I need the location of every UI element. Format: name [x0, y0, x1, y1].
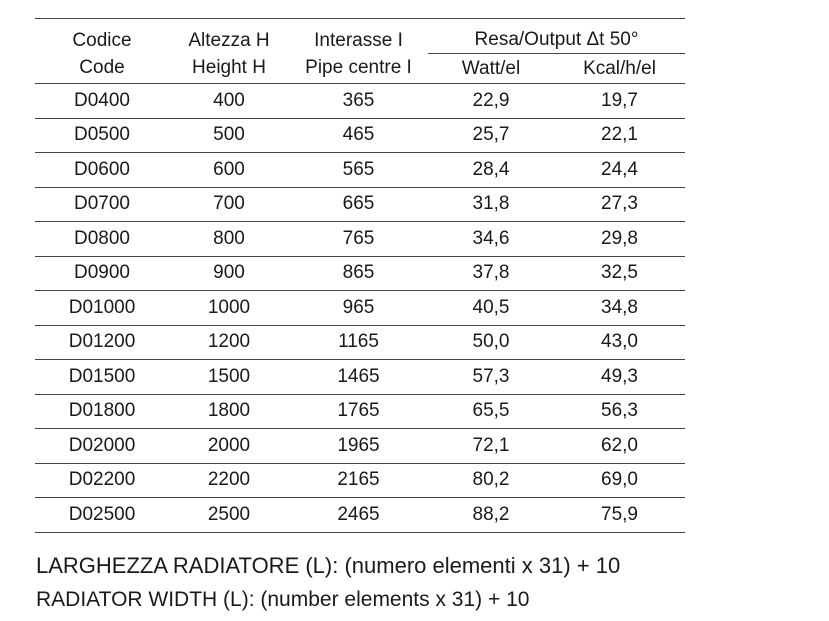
header-kcal: Kcal/h/el	[554, 54, 685, 84]
cell-code: D0800	[35, 222, 169, 257]
header-watt: Watt/el	[428, 54, 554, 84]
cell-watt: 34,6	[428, 222, 554, 257]
cell-pipe-centre: 965	[289, 291, 428, 326]
cell-code: D0900	[35, 256, 169, 291]
cell-kcal: 43,0	[554, 325, 685, 360]
cell-kcal: 32,5	[554, 256, 685, 291]
cell-watt: 31,8	[428, 187, 554, 222]
cell-height: 400	[169, 84, 289, 119]
table-row	[35, 187, 685, 222]
table-body	[35, 84, 685, 533]
cell-watt: 28,4	[428, 153, 554, 188]
table-row	[35, 291, 685, 326]
cell-pipe-centre: 1965	[289, 429, 428, 464]
cell-watt: 50,0	[428, 325, 554, 360]
header-output-group: Resa/Output Δt 50°	[428, 19, 685, 54]
table-row	[35, 429, 685, 464]
header-pipe-it: Interasse I	[289, 19, 428, 54]
table-row	[35, 463, 685, 498]
cell-watt: 72,1	[428, 429, 554, 464]
cell-watt: 65,5	[428, 394, 554, 429]
table-row	[35, 325, 685, 360]
table-row	[35, 84, 685, 119]
cell-pipe-centre: 2465	[289, 498, 428, 533]
cell-height: 1000	[169, 291, 289, 326]
cell-height: 1500	[169, 360, 289, 395]
width-formula-italian: LARGHEZZA RADIATORE (L): (numero elementi x 31) + 10	[36, 553, 621, 578]
cell-code: D0600	[35, 153, 169, 188]
cell-height: 2200	[169, 463, 289, 498]
cell-pipe-centre: 1465	[289, 360, 428, 395]
cell-code: D01500	[35, 360, 169, 395]
cell-pipe-centre: 665	[289, 187, 428, 222]
cell-watt: 25,7	[428, 118, 554, 153]
header-height-it: Altezza H	[169, 19, 289, 54]
cell-kcal: 22,1	[554, 118, 685, 153]
cell-pipe-centre: 865	[289, 256, 428, 291]
table-row	[35, 394, 685, 429]
cell-pipe-centre: 1765	[289, 394, 428, 429]
cell-watt: 22,9	[428, 84, 554, 119]
cell-code: D0500	[35, 118, 169, 153]
cell-height: 900	[169, 256, 289, 291]
header-pipe-en: Pipe centre I	[289, 54, 428, 84]
cell-watt: 80,2	[428, 463, 554, 498]
cell-height: 1200	[169, 325, 289, 360]
cell-height: 500	[169, 118, 289, 153]
cell-pipe-centre: 365	[289, 84, 428, 119]
cell-height: 800	[169, 222, 289, 257]
cell-watt: 57,3	[428, 360, 554, 395]
cell-kcal: 69,0	[554, 463, 685, 498]
cell-code: D01200	[35, 325, 169, 360]
cell-code: D02500	[35, 498, 169, 533]
cell-kcal: 75,9	[554, 498, 685, 533]
cell-height: 1800	[169, 394, 289, 429]
width-formula-english: RADIATOR WIDTH (L): (number elements x 31) + 10	[36, 588, 530, 611]
cell-watt: 37,8	[428, 256, 554, 291]
cell-height: 700	[169, 187, 289, 222]
table-row	[35, 222, 685, 257]
cell-kcal: 19,7	[554, 84, 685, 119]
cell-kcal: 27,3	[554, 187, 685, 222]
radiator-spec-table	[35, 18, 685, 533]
table-row	[35, 498, 685, 533]
header-code-en: Code	[35, 54, 169, 84]
cell-height: 600	[169, 153, 289, 188]
cell-kcal: 56,3	[554, 394, 685, 429]
cell-code: D0700	[35, 187, 169, 222]
cell-pipe-centre: 1165	[289, 325, 428, 360]
cell-pipe-centre: 565	[289, 153, 428, 188]
table-row	[35, 360, 685, 395]
table-row	[35, 118, 685, 153]
radiator-spec-table-container	[35, 18, 685, 533]
table-header	[35, 19, 685, 84]
cell-kcal: 62,0	[554, 429, 685, 464]
cell-kcal: 29,8	[554, 222, 685, 257]
cell-watt: 88,2	[428, 498, 554, 533]
header-row-italian	[35, 19, 685, 54]
cell-height: 2000	[169, 429, 289, 464]
cell-watt: 40,5	[428, 291, 554, 326]
cell-code: D01000	[35, 291, 169, 326]
header-code-it: Codice	[35, 19, 169, 54]
table-row	[35, 256, 685, 291]
header-row-english	[35, 54, 685, 84]
cell-kcal: 49,3	[554, 360, 685, 395]
cell-pipe-centre: 465	[289, 118, 428, 153]
header-height-en: Height H	[169, 54, 289, 84]
cell-code: D02000	[35, 429, 169, 464]
table-row	[35, 153, 685, 188]
cell-kcal: 34,8	[554, 291, 685, 326]
cell-code: D02200	[35, 463, 169, 498]
cell-code: D01800	[35, 394, 169, 429]
cell-height: 2500	[169, 498, 289, 533]
cell-pipe-centre: 2165	[289, 463, 428, 498]
cell-code: D0400	[35, 84, 169, 119]
cell-kcal: 24,4	[554, 153, 685, 188]
cell-pipe-centre: 765	[289, 222, 428, 257]
